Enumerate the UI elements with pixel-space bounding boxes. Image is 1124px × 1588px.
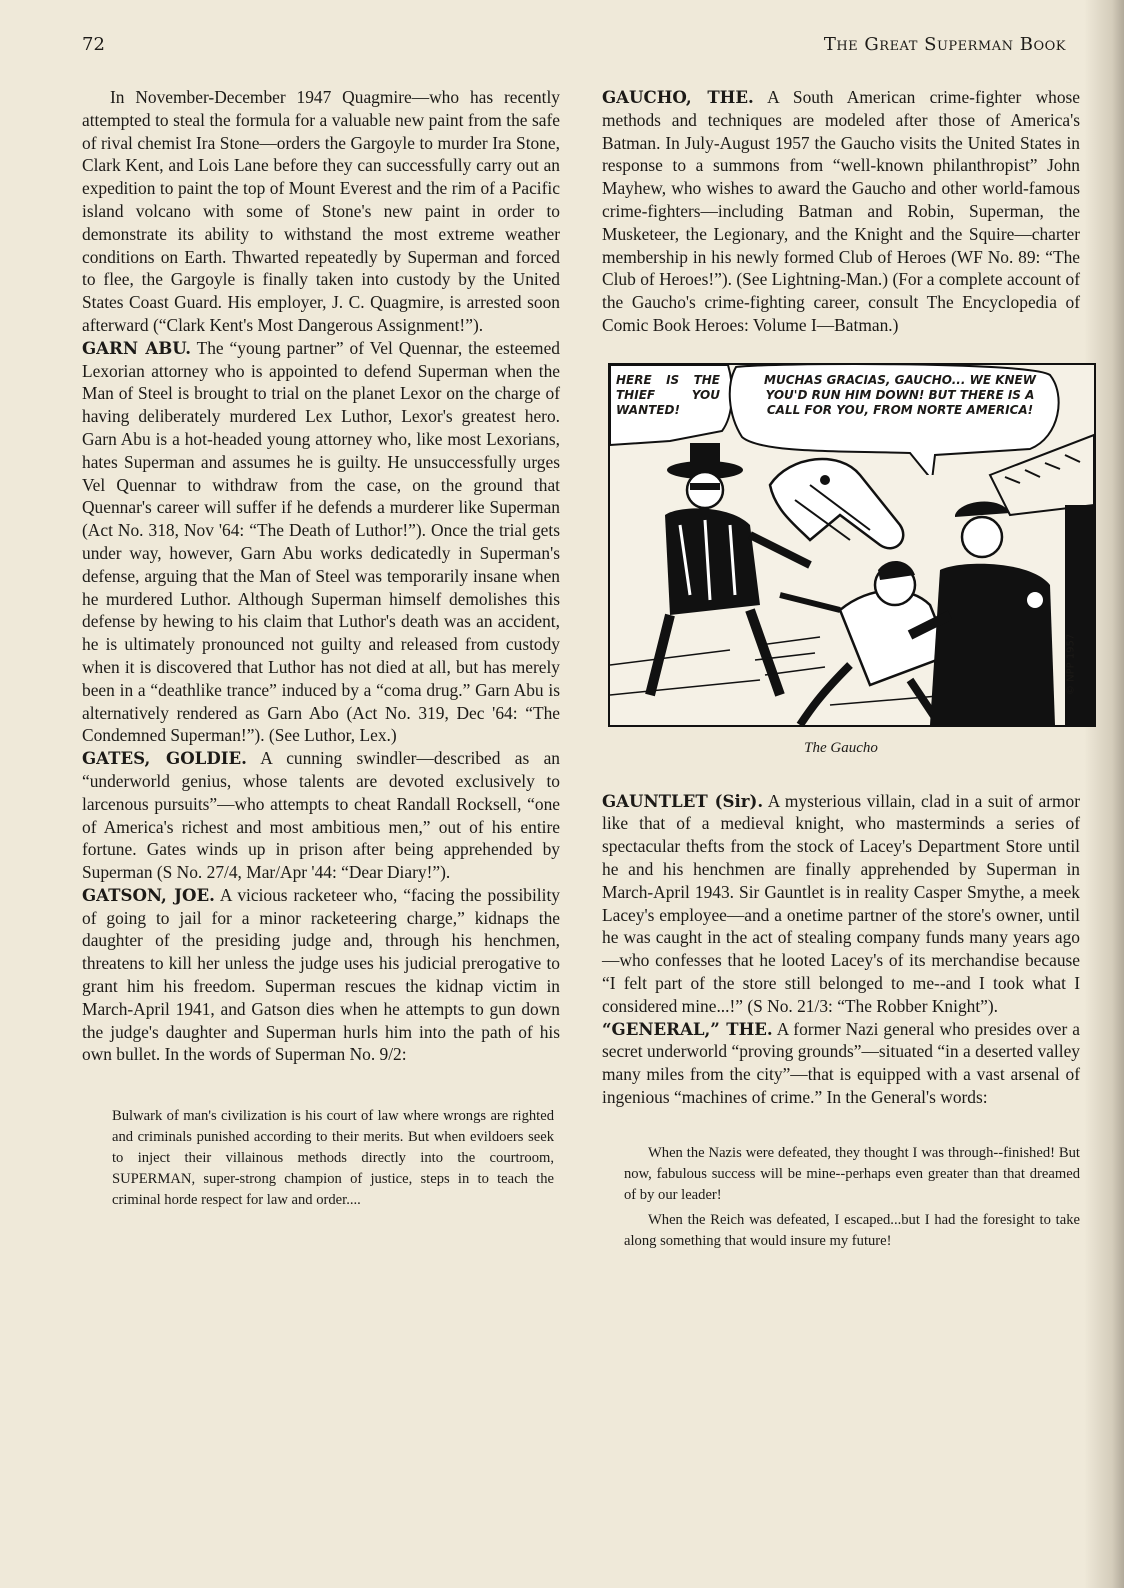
page-edge-shadow <box>1084 0 1124 1588</box>
entry-body: A mysterious villain, clad in a suit of armor like that of a medieval knight, who masterminds a series of spectacular thefts from the stock of Lacey's Department Store until he and his henchmen are finally apprehended by Superman in March-April 1943. Sir Gauntlet is in reality Casper Smythe, a meek Lacey's employee—and a onetime partner of the store's owner, until he was caught in the act of stealing company funds many years ago—who confesses that he looted Lacey's of its merchandise because “I felt part of the store still belonged to me--and I took what I considered mine...!” (S No. 21/3: “The Robber Knight”). <box>602 790 1081 1016</box>
entry-heading: GAUCHO, THE. <box>602 87 754 107</box>
book-title: The Great Superman Book <box>823 34 1066 55</box>
entry-general <box>602 1018 1080 1109</box>
block-quote <box>624 1143 1080 1252</box>
speech-balloon-right: MUCHAS GRACIAS, GAUCHO... WE KNEW YOU'D RUN HIM DOWN! BUT THERE IS A CALL FOR YOU, FROM NORTE AMERICA! <box>764 372 1036 417</box>
page-header <box>82 34 1066 64</box>
speech-balloon-left: HERE IS THE THIEF YOU WANTED! <box>616 372 720 417</box>
left-column <box>82 86 560 1215</box>
quote-text: When the Reich was defeated, I escaped...but I had the foresight to take along something that would insure my future! <box>624 1211 1080 1249</box>
entry-heading: GATES, GOLDIE. <box>82 748 247 769</box>
entry-body: A South American crime-fighter whose methods and techniques are modeled after those of America's Batman. In July-August 1957 the Gaucho visits the United States in response to a summons from “well-known philanthropist” John Mayhew, who wishes to award the Gaucho and other world-famous crime-fighters—including Batman and Robin, Superman, the Musketeer, the Legionary, and the Knight and the Squire—charter membership in his newly formed Club of Heroes (WF No. 89: “The Club of Heroes!”). (See Lightning-Man.) (For a complete account of the Gaucho's crime-fighting career, consult The Encyclopedia of Comic Book Heroes: Volume I—Batman.) <box>602 87 1081 335</box>
page-number: 72 <box>82 34 105 55</box>
figure-caption: The Gaucho <box>804 739 878 756</box>
entry-heading: “GENERAL,” THE. <box>602 1018 773 1039</box>
copyright-notice: © NPP 1957 <box>1064 633 1076 695</box>
quagmire-paragraph: In November-December 1947 Quagmire—who has recently attempted to steal the formula for a valuable new paint from the safe of rival chemist Ira Stone—orders the Gargoyle to murder Ira Stone, Clark Kent, and Lois Lane before they can successfully carry out an expedition to paint the top of Mount Everest and the rim of a Pacific island volcano with some of Stone's new paint in order to demonstrate its ability to withstand the most extreme weather conditions on Earth. Thwarted repeatedly by Superman and forced to flee, the Gargoyle is finally taken into custody by the United States Coast Guard. His employer, J. C. Quagmire, is arrested soon afterward (“Clark Kent's Most Dangerous Assignment!”). <box>82 87 560 335</box>
entry-body: A cunning swindler—described as an “underworld genius, whose talents are devoted exclusively to larcenous pursuits”—who attempts to cheat Randall Rocksell, “one of America's richest and most ambitious men,” out of his entire fortune. Gates winds up in prison after being apprehended by Superman (S No. 27/4, Mar/Apr '44: “Dear Diary!”). <box>82 748 560 883</box>
entry-gates-goldie <box>82 747 560 884</box>
entry-gatson-joe <box>82 884 560 1066</box>
entry-heading: GAUNTLET (Sir). <box>602 790 764 811</box>
entry-heading: GARN ABU. <box>82 337 191 358</box>
block-quote <box>112 1106 554 1211</box>
right-column <box>602 86 1080 1256</box>
comic-panel <box>608 363 1096 727</box>
comic-panel-figure <box>602 363 1080 760</box>
entry-garn-abu <box>82 337 560 747</box>
entry-gaucho <box>602 86 1080 337</box>
entry-heading: GATSON, JOE. <box>82 884 215 905</box>
quote-text: When the Nazis were defeated, they thought I was through--finished! But now, fabulous success will be mine--perhaps even greater than that dreamed of by our leader! <box>624 1144 1080 1203</box>
entry-body: A vicious racketeer who, “facing the possibility of going to jail for a minor racketeering charge,” kidnaps the daughter of the presiding judge and, through his henchmen, threatens to kill her unless the judge uses his judicial prerogative to grant him his freedom. Superman rescues the kidnap victim in March-April 1941, and Gatson dies when he attempts to gun down the judge's daughter and Superman hurls him into the path of his own bullet. In the words of Superman No. 9/2: <box>82 884 560 1065</box>
entry-body: A former Nazi general who presides over a secret underworld “proving grounds”—situated “in a deserted valley many miles from the city”—that is equipped with a vast arsenal of ingenious “machines of crime.” In the General's words: <box>602 1018 1081 1107</box>
quote-text: Bulwark of man's civilization is his court of law where wrongs are righted and criminals punished according to their merits. But when evildoers seek to inject their villainous methods directly into the courtroom, SUPERMAN, super-strong champion of justice, steps in to teach the criminal horde respect for law and order.... <box>112 1108 554 1209</box>
entry-gauntlet <box>602 790 1080 1018</box>
entry-body: The “young partner” of Vel Quennar, the esteemed Lexorian attorney who is appointed to defend Superman when the Man of Steel is brought to trial on the planet Lexor on the charge of having deliberately murdered Lex Luthor, Lexor's greatest hero. Garn Abu is a hot-headed young attorney who, like most Lexorians, hates Superman and assumes he is guilty. He unsuccessfully urges Vel Quennar to withdraw from the case, on the ground that Quennar's career will suffer if he defends a murderer like Superman (Act No. 318, Nov '64: “The Death of Luthor!”). Once the trial gets under way, however, Garn Abu works dedicatedly in Superman's defense, arguing that the Man of Steel was temporarily insane when he murdered Luthor. Although Superman himself demolishes this defense by hewing to his claim that Luthor's death was an accident, he is ultimately pronounced not guilty and released from custody when it is discovered that Luthor has not died at all, but has merely been in a “deathlike trance” induced by a “coma drug.” Garn Abu is alternatively rendered as Garn Abo (Act No. 319, Dec '64: “The Condemned Superman!”). (See Luthor, Lex.) <box>82 337 561 746</box>
